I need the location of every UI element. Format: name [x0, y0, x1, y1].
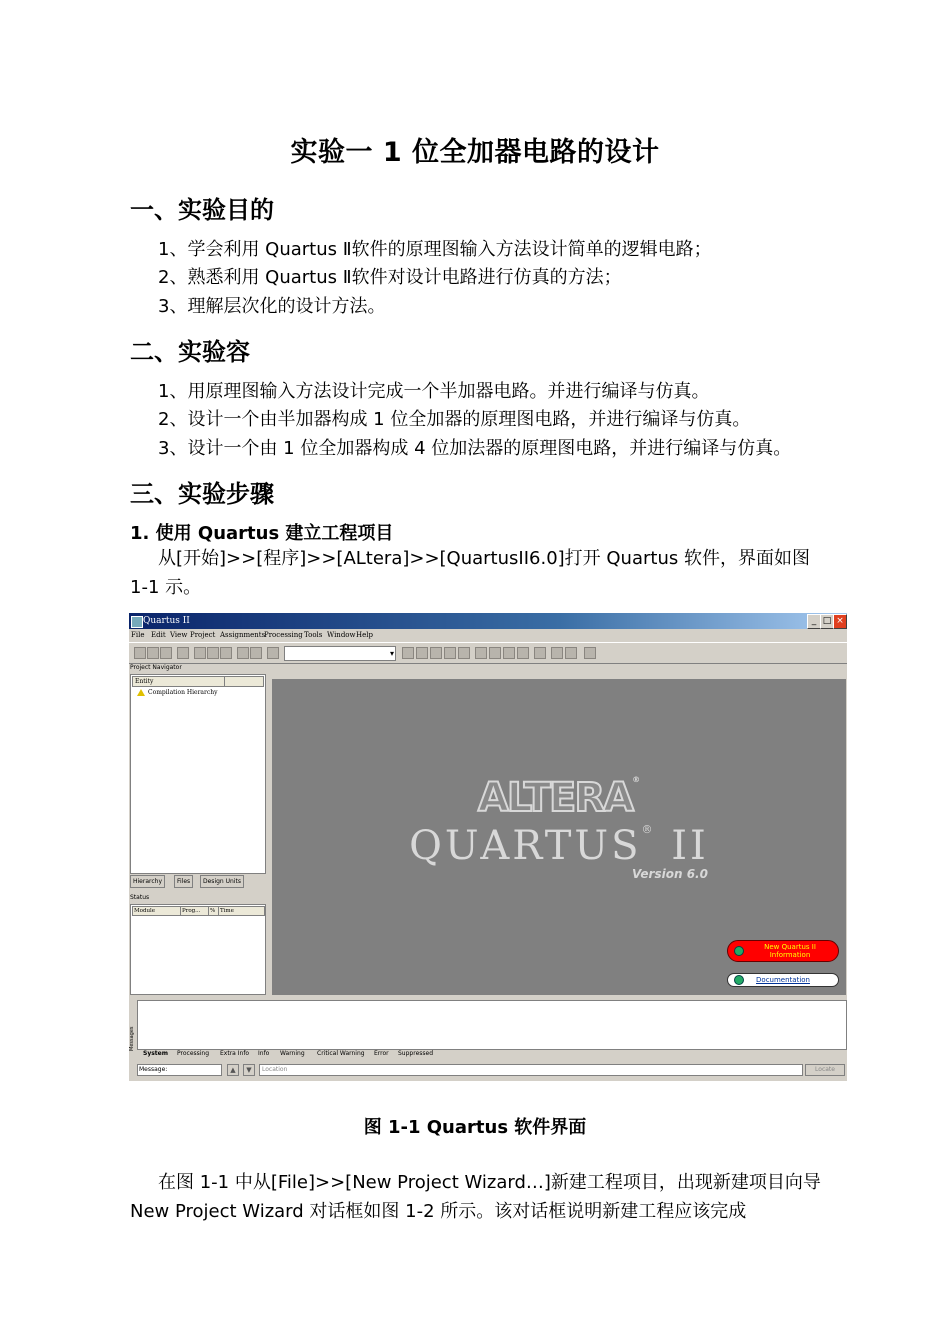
- document-title: 实验一 1 位全加器电路的设计: [290, 137, 660, 168]
- subsection-heading-1: 1. 使用 Quartus 建立工程项目: [130, 523, 394, 544]
- menu-tools[interactable]: Tools: [304, 631, 323, 639]
- toolbar: [129, 642, 847, 664]
- timing-icon[interactable]: [517, 647, 529, 659]
- tab-error[interactable]: Error: [374, 1050, 389, 1057]
- report-icon[interactable]: [551, 647, 563, 659]
- messages-side-label: Messages: [129, 1026, 135, 1052]
- pin-planner-icon[interactable]: [416, 647, 428, 659]
- messages-panel: [129, 998, 847, 1081]
- new-info-button[interactable]: [727, 940, 839, 962]
- copy-icon[interactable]: [207, 647, 219, 659]
- section-heading-purpose: 一、实验目的: [130, 196, 274, 224]
- content-item-2: 2、设计一个由半加器构成 1 位全加器的原理图电路，并进行编译与仿真。: [158, 409, 751, 430]
- messages-list[interactable]: [137, 1000, 847, 1050]
- hierarchy-combo[interactable]: [284, 646, 396, 661]
- shield-2-icon[interactable]: [458, 647, 470, 659]
- menu-window[interactable]: Window: [327, 631, 356, 639]
- minimize-icon[interactable]: _: [807, 614, 821, 629]
- quartus-screenshot: [129, 613, 847, 1081]
- simulate-icon[interactable]: [534, 647, 546, 659]
- project-navigator: [129, 663, 267, 887]
- location-field[interactable]: Location: [259, 1064, 803, 1076]
- warning-icon: [137, 689, 145, 696]
- purpose-item-3: 3、理解层次化的设计方法。: [158, 296, 386, 317]
- altera-logo: ALTERA®: [477, 775, 641, 821]
- cut-icon[interactable]: [194, 647, 206, 659]
- content-item-3: 3、设计一个由 1 位全加器构成 4 位加法器的原理图电路，并进行编译与仿真。: [158, 438, 792, 459]
- globe-icon: [734, 975, 744, 985]
- menu-processing[interactable]: Processing: [264, 631, 303, 639]
- content-item-1: 1、用原理图输入方法设计完成一个半加器电路。并进行编译与仿真。: [158, 381, 710, 402]
- shield-icon[interactable]: [444, 647, 456, 659]
- tab-design-units[interactable]: Design Units: [200, 875, 244, 888]
- close-icon[interactable]: ×: [833, 614, 847, 629]
- section-heading-content: 二、实验容: [130, 338, 250, 366]
- print-icon[interactable]: [177, 647, 189, 659]
- arrow-up-icon[interactable]: ▲: [227, 1064, 239, 1076]
- version-label: Version 6.0: [632, 867, 708, 881]
- arrow-down-icon[interactable]: ▼: [243, 1064, 255, 1076]
- section-heading-steps: 三、实验步骤: [130, 480, 274, 508]
- paragraph-1: 从[开始]>>[程序]>>[ALtera]>>[QuartusII6.0]打开 Quartus 软件，界面如图 1-1 示。: [130, 548, 810, 598]
- tab-files[interactable]: Files: [174, 875, 193, 888]
- app-icon: [131, 616, 143, 628]
- new-info-line1: New Quartus II: [764, 943, 816, 951]
- new-info-line2: Information: [769, 951, 811, 959]
- tab-suppressed[interactable]: Suppressed: [398, 1050, 434, 1057]
- status-col-time[interactable]: Time: [218, 906, 265, 916]
- column-header-blank[interactable]: [224, 676, 264, 687]
- quartus-logo: QUARTUS® II: [409, 823, 709, 869]
- new-icon[interactable]: [134, 647, 146, 659]
- status-col-module[interactable]: Module: [132, 906, 181, 916]
- documentation-button[interactable]: [727, 973, 839, 987]
- redo-icon[interactable]: [250, 647, 262, 659]
- stop-icon[interactable]: [475, 647, 487, 659]
- status-col-progress[interactable]: Prog...: [180, 906, 209, 916]
- tab-critical-warning[interactable]: Critical Warning: [317, 1050, 365, 1057]
- message-location-bar: [137, 1062, 845, 1076]
- hierarchy-tree[interactable]: [130, 674, 266, 874]
- chip-icon[interactable]: [584, 647, 596, 659]
- figure-caption: 图 1-1 Quartus 软件界面: [363, 1117, 587, 1138]
- globe-icon: [734, 946, 744, 956]
- programmer-icon[interactable]: [565, 647, 577, 659]
- message-label: Message:: [137, 1064, 222, 1076]
- menu-assignments[interactable]: Assignments: [220, 631, 266, 639]
- status-table: [130, 904, 266, 995]
- menu-help[interactable]: Help: [356, 631, 373, 639]
- tree-row[interactable]: [137, 688, 218, 697]
- entity-column-header[interactable]: Entity: [132, 676, 226, 687]
- status-col-percent[interactable]: %: [208, 906, 219, 916]
- tree-row-label: Compilation Hierarchy: [148, 689, 218, 696]
- menu-edit[interactable]: Edit: [151, 631, 166, 639]
- paragraph-2: 在图 1-1 中从[File]>>[New Project Wizard…]新建工程项目，出现新建项目向导 New Project Wizard 对话框如图 1-2 所示。该对话框说明新建工程应该完成: [130, 1172, 821, 1222]
- window-title: Quartus II: [143, 616, 190, 626]
- tab-extra-info[interactable]: Extra Info: [220, 1050, 250, 1057]
- maximize-icon[interactable]: □: [820, 614, 834, 629]
- menu-bar: [129, 629, 847, 642]
- window-titlebar: [129, 613, 847, 629]
- menu-view[interactable]: View: [170, 631, 188, 639]
- locate-button[interactable]: Locate: [805, 1064, 845, 1076]
- status-panel: [129, 893, 267, 995]
- project-navigator-header: Project Navigator: [130, 664, 182, 671]
- compile-icon[interactable]: [489, 647, 501, 659]
- menu-project[interactable]: Project: [190, 631, 216, 639]
- analysis-icon[interactable]: [503, 647, 515, 659]
- splash-screen: [272, 679, 846, 995]
- paste-icon[interactable]: [220, 647, 232, 659]
- tab-processing[interactable]: Processing: [177, 1050, 210, 1057]
- status-header: Status: [130, 894, 150, 901]
- purpose-item-2: 2、熟悉利用 Quartus Ⅱ软件对设计电路进行仿真的方法；: [158, 267, 622, 288]
- menu-file[interactable]: File: [131, 631, 145, 639]
- save-icon[interactable]: [160, 647, 172, 659]
- help-pointer-icon[interactable]: [267, 647, 279, 659]
- undo-icon[interactable]: [237, 647, 249, 659]
- open-icon[interactable]: [147, 647, 159, 659]
- tab-hierarchy[interactable]: Hierarchy: [130, 875, 165, 888]
- tab-warning[interactable]: Warning: [280, 1050, 305, 1057]
- tab-info[interactable]: Info: [258, 1050, 270, 1057]
- tab-system[interactable]: System: [143, 1050, 168, 1057]
- settings-icon[interactable]: [430, 647, 442, 659]
- assignment-editor-icon[interactable]: [402, 647, 414, 659]
- documentation-label: Documentation: [756, 976, 810, 984]
- purpose-item-1: 1、学会利用 Quartus Ⅱ软件的原理图输入方法设计简单的逻辑电路；: [158, 239, 712, 260]
